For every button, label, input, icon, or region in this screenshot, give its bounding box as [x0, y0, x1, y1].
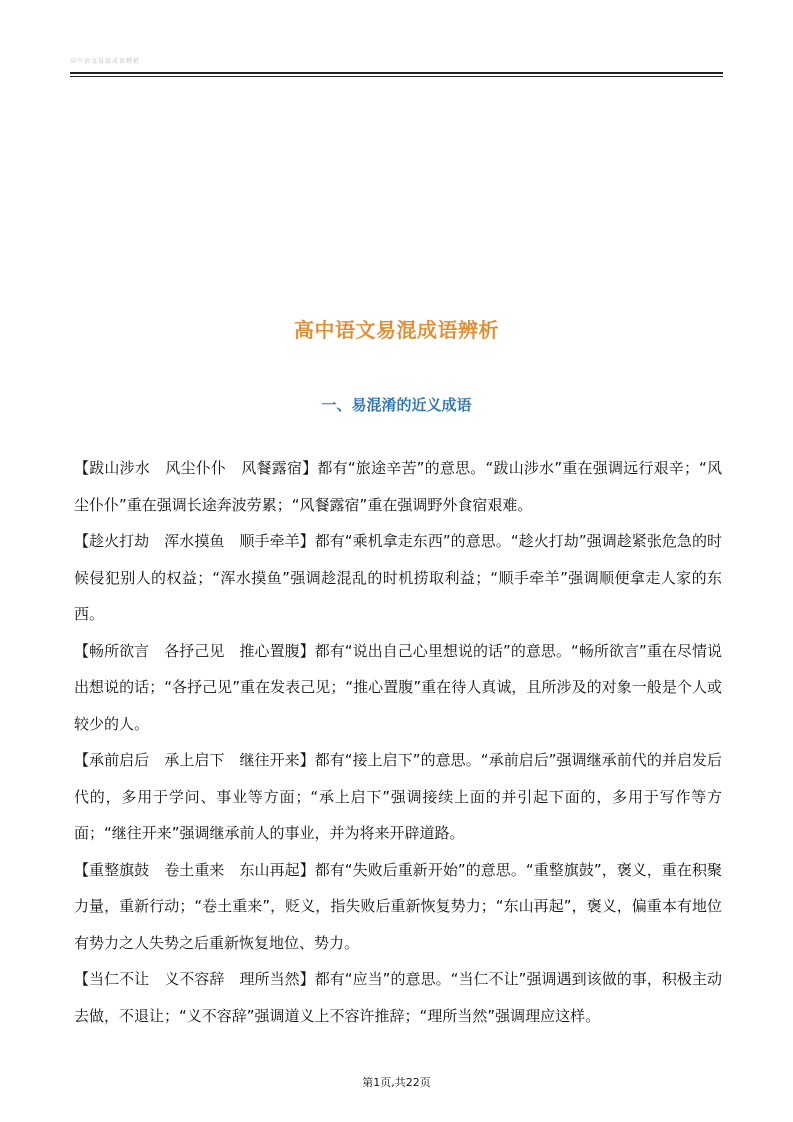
section-heading: 一、易混淆的近义成语: [321, 396, 472, 414]
paragraph-idiom-group-5: 【重整旗鼓 卷土重来 东山再起】都有“失败后重新开始”的意思。“重整旗鼓”，褒义，重在积聚力量，重新行动；“卷土重来”，贬义，指失败后重新恢复势力；“东山再起”，褒义，偏重本有地位有势力之人失势之后重新恢复地位、势力。: [74, 860, 722, 952]
header-rule-thick: [70, 72, 723, 74]
document-title: 高中语文易混成语辨析: [294, 318, 499, 342]
header-watermark: 高中语文易混成语辨析: [70, 58, 141, 65]
paragraph-idiom-group-3: 【畅所欲言 各抒己见 推心置腹】都有“说出自己心里想说的话”的意思。“畅所欲言”重在尽情说出想说的话；“各抒己见”重在发表己见；“推心置腹”重在待人真诚，且所涉及的对象一般是个人或较少的人。: [74, 641, 722, 733]
paragraph-idiom-group-6: 【当仁不让 义不容辞 理所当然】都有“应当”的意思。“当仁不让”强调遇到该做的事，积极主动去做，不退让；“义不容辞”强调道义上不容许推辞；“理所当然”强调理应这样。: [74, 970, 722, 1025]
paragraph-idiom-group-4: 【承前启后 承上启下 继往开来】都有“接上启下”的意思。“承前启后”强调继承前代的并启发后代的，多用于学问、事业等方面；“承上启下”强调接续上面的并引起下面的，多用于写作等方面；“继往开来”强调继承前人的事业，并为将来开辟道路。: [74, 751, 722, 842]
paragraph-idiom-group-2: 【趁火打劫 浑水摸鱼 顺手牵羊】都有“乘机拿走东西”的意思。“趁火打劫”强调趁紧张危急的时候侵犯别人的权益；“浑水摸鱼”强调趁混乱的时机捞取利益；“顺手牵羊”强调顺便拿走人家的东西。: [74, 532, 722, 623]
header-rule-thin: [70, 76, 723, 77]
paragraph-idiom-group-1: 【跋山涉水 风尘仆仆 风餐露宿】都有“旅途辛苦”的意思。“跋山涉水”重在强调远行艰辛；“风尘仆仆”重在强调长途奔波劳累；“风餐露宿”重在强调野外食宿艰难。: [74, 459, 722, 514]
page-number: 第1页,共22页: [362, 1076, 431, 1089]
document-body: [74, 450, 722, 1034]
